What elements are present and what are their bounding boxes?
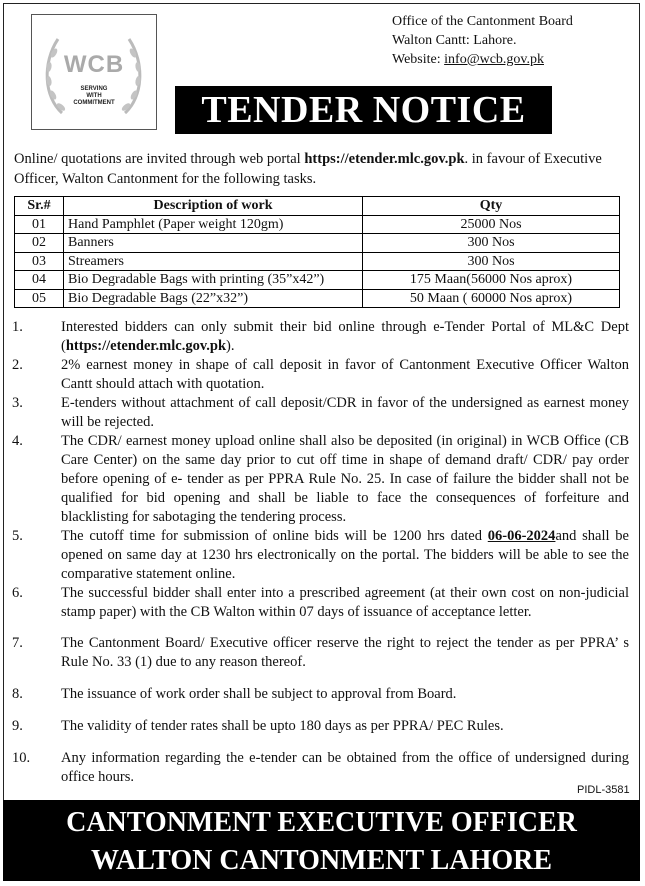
website-line [392,50,573,69]
term-text [61,318,629,356]
office-address [392,12,573,69]
office-location: Walton Cantt: Lahore. [392,33,517,48]
cell-description: Bio Degradable Bags (22”x32”) [64,289,363,308]
reference-number: PIDL-3581 [577,784,630,796]
table-row [15,289,620,308]
term-text: The successful bidder shall enter into a prescribed agreement (at their own cost on non-judicial stamp paper) with the CB Walton within 07 days of issuance of acceptance letter. [61,585,629,620]
wcb-logo [31,14,157,130]
term-number: 10. [12,750,31,766]
logo-motto [32,86,156,107]
page-title: TENDER NOTICE [175,86,552,134]
table-header-row [15,197,620,216]
table-row [15,215,620,234]
cell-description: Banners [64,234,363,253]
office-name: Office of the Cantonment Board [392,14,573,29]
term-number: 2. [12,357,23,373]
cell-sr: 02 [15,234,64,253]
term-text-part: and shall be opened on same day at 1230 hrs electronically on the portal. The bidders will be able to see the comparative statement online. [61,528,629,582]
website-email-link[interactable]: info@wcb.gov.pk [444,52,544,67]
term-text-part: The cutoff time for submission of online bids will be 1200 hrs dated [61,528,488,544]
term-text: The CDR/ earnest money upload online shall also be deposited (in original) in WCB Office (CB Care Center) on the same day prior to cut off time in shape of demand draft/ CDR/ pay order before opening of e- tender as per PPRA Rule No. 25. In case of failure the bidder shall not be qualified for bid opening and shall be liable to face the consequences of forfeiture and blacklisting for sabotaging the tendering process. [61,433,629,525]
term-text: E-tenders without attachment of call deposit/CDR in favor of the undersigned as earnest money will be rejected. [61,395,629,430]
cell-qty: 25000 Nos [363,215,620,234]
cell-qty: 175 Maan(56000 Nos aprox) [363,271,620,290]
term-text: The validity of tender rates shall be upto 180 days as per PPRA/ PEC Rules. [61,718,504,734]
intro-paragraph [14,149,626,189]
logo-motto-line: SERVING [80,86,108,92]
tasks-table [14,196,620,308]
intro-text: Online/ quotations are invited through web portal [14,151,305,167]
cell-sr: 01 [15,215,64,234]
cell-sr: 04 [15,271,64,290]
term-text-part: ). [226,338,235,354]
column-header: Sr.# [15,197,64,216]
table-row [15,234,620,253]
cell-qty: 300 Nos [363,252,620,271]
term-text: The Cantonment Board/ Executive officer reserve the right to reject the tender as per PPRA’ s Rule No. 33 (1) due to any reason thereof. [61,635,629,670]
table-row [15,271,620,290]
footer-line: CANTONMENT EXECUTIVE OFFICER [66,807,577,838]
logo-motto-line: COMMITMENT [73,100,115,106]
cell-sr: 05 [15,289,64,308]
term-text: The issuance of work order shall be subject to approval from Board. [61,686,457,702]
table-row [15,252,620,271]
term-number: 7. [12,635,23,651]
footer-signature-block [3,800,640,881]
cutoff-date: 06-06-2024 [487,528,556,544]
cell-description: Streamers [64,252,363,271]
term-number: 6. [12,585,23,601]
column-header: Qty [363,197,620,216]
cell-qty: 300 Nos [363,234,620,253]
cell-description: Bio Degradable Bags with printing (35”x42”) [64,271,363,290]
term-number: 4. [12,433,23,449]
term-text: 2% earnest money in shape of call deposit in favor of Cantonment Executive Officer Walton Cantt should attach with quotation. [61,357,629,392]
cell-description: Hand Pamphlet (Paper weight 120gm) [64,215,363,234]
term-text-part: Interested bidders can only submit their bid online through e-Tender Portal of ML&C Dept ( [61,319,629,354]
website-label: Website: [392,52,441,67]
column-header: Description of work [64,197,363,216]
logo-motto-line: WITH [86,93,102,99]
cell-qty: 50 Maan ( 60000 Nos aprox) [363,289,620,308]
term-number: 5. [12,528,23,544]
term-number: 3. [12,395,23,411]
portal-link[interactable]: https://etender.mlc.gov.pk [304,151,465,167]
term-number: 8. [12,686,23,702]
portal-link[interactable]: https://etender.mlc.gov.pk [65,338,227,354]
intro-text: . in favour of Executive Officer, Walton Cantonment for the following tasks. [14,151,602,187]
cell-sr: 03 [15,252,64,271]
footer-line: WALTON CANTONMENT LAHORE [90,845,553,876]
term-number: 1. [12,319,23,335]
logo-text: WCB [63,51,125,78]
term-text: Any information regarding the e-tender can be obtained from the office of undersigned during office hours. [61,750,629,785]
term-number: 9. [12,718,23,734]
term-text [61,527,629,584]
